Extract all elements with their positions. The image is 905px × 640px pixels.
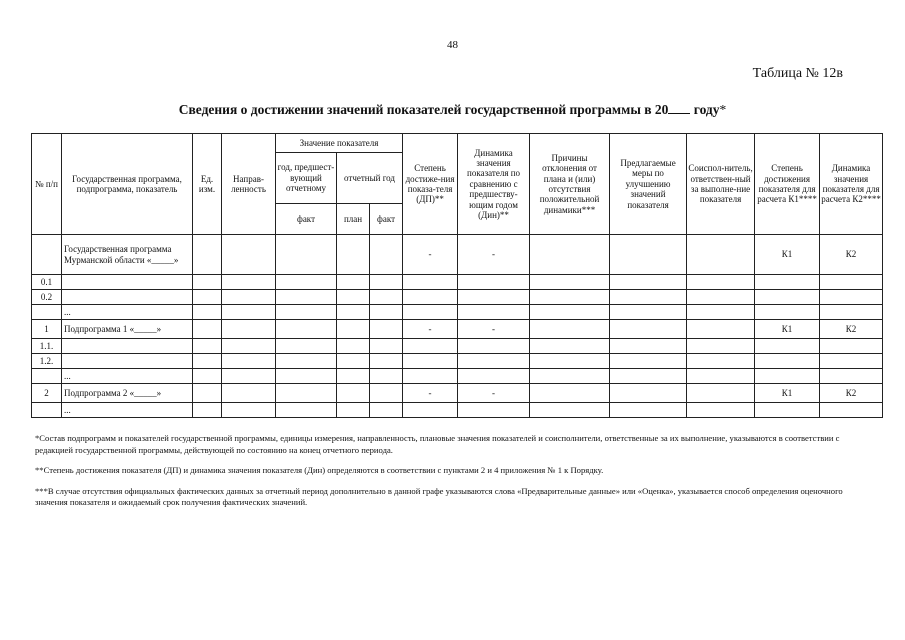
footnotes — [35, 433, 875, 518]
title-footnote-mark: * — [719, 102, 727, 117]
header-row-1 — [32, 134, 883, 153]
table-row — [32, 235, 883, 275]
footnote-2: **Степень достижения показателя (ДП) и динамика значения показателя (Дин) определяются в соответствии с пунктами 2 и 4 приложения № 1 к Порядку. — [35, 465, 604, 476]
table-row — [32, 305, 883, 320]
document-title — [0, 101, 905, 118]
table-row — [32, 275, 883, 290]
page-number: 48 — [447, 39, 458, 51]
row-subprogram-1: Подпрограмма 1 «_____» — [62, 320, 193, 339]
row-num: 0.1 — [32, 275, 62, 290]
table-row — [32, 290, 883, 305]
header-unit: Ед. изм. — [193, 134, 222, 235]
row-ellipsis: ... — [62, 403, 193, 418]
header-k2: Динамика значения показателя для расчета К2**** — [820, 134, 883, 235]
header-fact-2: факт — [370, 204, 403, 235]
row-num: 2 — [32, 384, 62, 403]
cell-dynamics: - — [458, 384, 530, 403]
table-row — [32, 369, 883, 384]
header-dynamics: Динамика значения показателя по сравнению с предшеству-ющим годом (Дин)** — [458, 134, 530, 235]
table-row — [32, 403, 883, 418]
footnote-1: *Состав подпрограмм и показателей государственной программы, единицы измерения, направленность, плановые значения показателей и соисполнители, ответственные за их выполнение, указываются в соответствии с редакцией государственной программы, действующей по состоянию на конец отчетного периода. — [35, 433, 840, 455]
row-subprogram-2: Подпрограмма 2 «_____» — [62, 384, 193, 403]
row-ellipsis: ... — [62, 369, 193, 384]
cell-degree: - — [403, 384, 458, 403]
cell-k1: К1 — [755, 235, 820, 275]
header-num: № п/п — [32, 134, 62, 235]
table-row — [32, 320, 883, 339]
cell-k2: К2 — [820, 384, 883, 403]
cell-k2: К2 — [820, 235, 883, 275]
table-label: Таблица № 12в — [752, 66, 843, 81]
table-row — [32, 354, 883, 369]
cell-k1: К1 — [755, 384, 820, 403]
row-ellipsis: ... — [62, 305, 193, 320]
title-suffix: году — [690, 102, 720, 117]
header-fact: факт — [276, 204, 337, 235]
header-k1: Степень достижения показателя для расчета К1**** — [755, 134, 820, 235]
row-num: 1.2. — [32, 354, 62, 369]
year-blank — [668, 101, 690, 114]
header-value-group: Значение показателя — [276, 134, 403, 153]
footnote-3: ***В случае отсутствия официальных фактических данных за отчетный период дополнительно в данной графе указываются слова «Предварительные данные» или «Оценка», указывается способ определения оценочного значения показателя и ожидаемый срок получения фактических значений. — [35, 485, 843, 508]
cell-degree: - — [403, 235, 458, 275]
row-num: 0.2 — [32, 290, 62, 305]
cell-dynamics: - — [458, 320, 530, 339]
header-report-year: отчетный год — [337, 153, 403, 204]
cell-degree: - — [403, 320, 458, 339]
header-degree: Степень достиже-ния показа-теля (ДП)** — [403, 134, 458, 235]
row-state-program: Государственная программа Мурманской области «_____» — [62, 235, 193, 275]
row-num: 1 — [32, 320, 62, 339]
header-measures: Предлагаемые меры по улучшению значений показателя — [610, 134, 687, 235]
title-text: Сведения о достижении значений показателей государственной программы в 20 — [178, 102, 669, 117]
header-program: Государственная программа, подпрограмма, показатель — [62, 134, 193, 235]
cell-k1: К1 — [755, 320, 820, 339]
header-direction: Направ-ленность — [222, 134, 276, 235]
row-num: 1.1. — [32, 339, 62, 354]
header-plan: план — [337, 204, 370, 235]
table-row — [32, 384, 883, 403]
cell-dynamics: - — [458, 235, 530, 275]
table-row — [32, 339, 883, 354]
header-reasons: Причины отклонения от плана и (или) отсутствия положительной динамики*** — [530, 134, 610, 235]
indicators-table — [31, 133, 883, 418]
cell-k2: К2 — [820, 320, 883, 339]
header-prev-year: год, предшест-вующий отчетному — [276, 153, 337, 204]
header-coexecutor: Соиспол-нитель, ответствен-ный за выполне-ние показателя — [687, 134, 755, 235]
